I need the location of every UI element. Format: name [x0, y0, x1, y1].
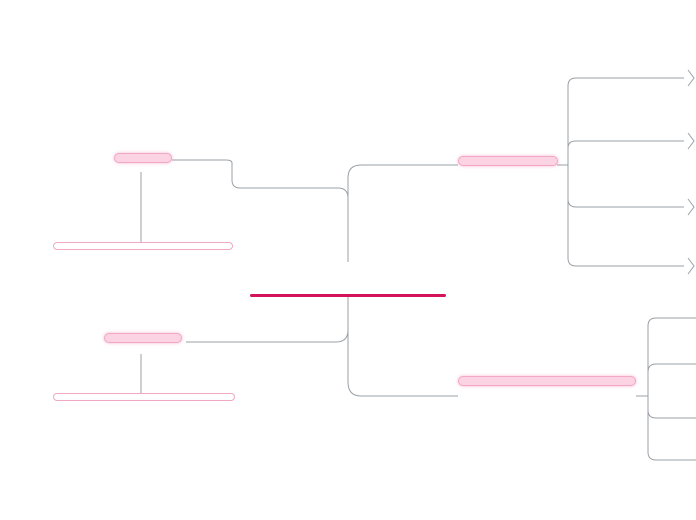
situacio-description [53, 242, 233, 250]
contrastos-node[interactable] [104, 333, 182, 343]
title-underline [250, 294, 446, 297]
situacio-node[interactable] [114, 153, 172, 163]
unitats-node[interactable] [458, 376, 636, 386]
contrastos-description [53, 393, 235, 401]
caracteristiques-node[interactable] [458, 156, 558, 166]
